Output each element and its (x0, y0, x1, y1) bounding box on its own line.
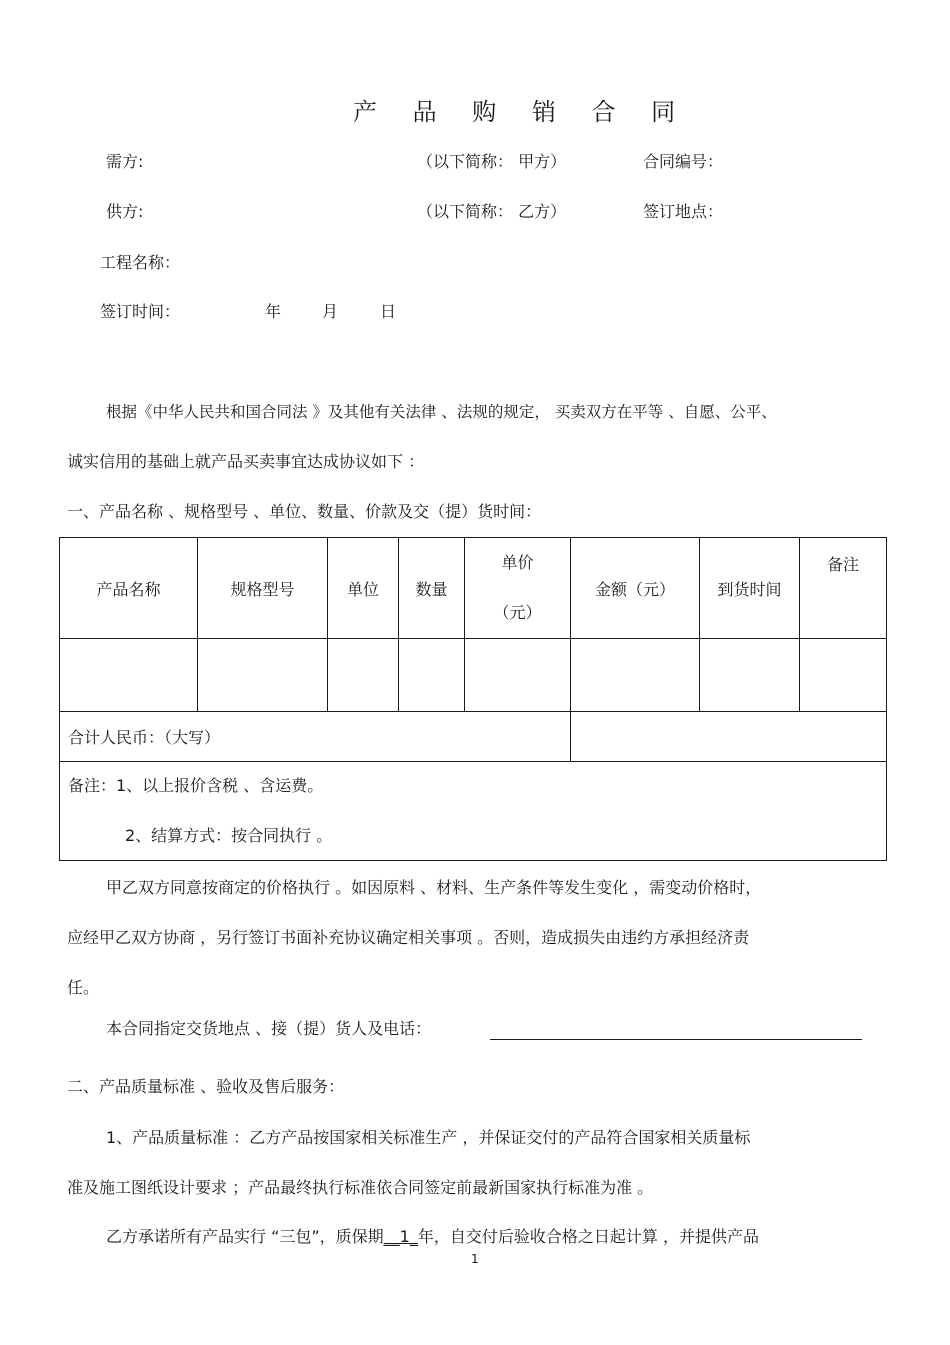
price-clause-line-3: 任。 (67, 978, 100, 997)
total-row (60, 712, 887, 762)
delivery-contact-blank (490, 1039, 862, 1040)
section-1-title: 一、产品名称 、规格型号 、单位、数量、价款及交（提）货时间： (67, 502, 542, 521)
header-amount: 金额（元） (571, 538, 700, 639)
header-arrival-time: 到货时间 (700, 538, 800, 639)
header-unit-price (465, 538, 571, 639)
header-unit-price-line1: 单价 (501, 553, 534, 572)
cell-product-name (60, 639, 198, 712)
notes-cell (60, 762, 887, 861)
price-clause-line-2: 应经甲乙双方协商 ，另行签订书面补充协议确定相关事项 。否则，造成损失由违约方承担经济责 (67, 928, 750, 947)
header-product-name: 产品名称 (60, 538, 198, 639)
buyer-alias: （以下简称： 甲方） (417, 152, 567, 171)
cell-amount (571, 639, 700, 712)
cell-unit (328, 639, 399, 712)
quality-line-1: 1、产品质量标准 ：乙方产品按国家相关标准生产 ，并保证交付的产品符合国家相关质量标 (106, 1128, 751, 1147)
cell-arrival-time (700, 639, 800, 712)
delivery-clause: 本合同指定交货地点 、接（提）货人及电话： (106, 1019, 432, 1038)
header-remark: 备注 (800, 538, 887, 639)
project-name-label: 工程名称： (100, 253, 181, 272)
header-spec: 规格型号 (198, 538, 328, 639)
warranty-prefix: 乙方承诺所有产品实行 “三包”，质保期 (106, 1227, 384, 1246)
header-qty: 数量 (399, 538, 465, 639)
intro-line-2: 诚实信用的基础上就产品买卖事宜达成协议如下 ： (67, 452, 425, 471)
table-row (60, 639, 887, 712)
seller-label: 供方: (106, 202, 144, 221)
cell-unit-price (465, 639, 571, 712)
note-2: 2、结算方式：按合同执行 。 (125, 826, 333, 845)
seller-alias: （以下简称： 乙方） (417, 202, 567, 221)
sign-day: 日 (380, 302, 397, 321)
intro-line-1: 根据《中华人民共和国合同法 》及其他有关法律 、法规的规定， 买卖双方在平等 、自愿、公平、 (106, 403, 777, 421)
page-number: 1 (471, 1252, 479, 1266)
product-table (59, 537, 887, 861)
sign-month: 月 (322, 302, 339, 321)
cell-remark (800, 639, 887, 712)
buyer-label: 需方: (106, 152, 144, 171)
table-header-row (60, 538, 887, 639)
header-unit: 单位 (328, 538, 399, 639)
warranty-line (106, 1227, 759, 1247)
notes-row (60, 762, 887, 861)
section-2-title: 二、产品质量标准 、验收及售后服务： (67, 1077, 345, 1096)
sign-time-label: 签订时间： (100, 302, 181, 321)
quality-line-2: 准及施工图纸设计要求 ；产品最终执行标准依合同签定前最新国家执行标准为准 。 (67, 1178, 654, 1197)
sign-place-label: 签订地点： (643, 202, 724, 221)
sign-year: 年 (265, 302, 282, 321)
total-label: 合计人民币：（大写） (60, 712, 571, 762)
warranty-years: __1_ (383, 1227, 418, 1246)
contract-no-label: 合同编号： (643, 152, 724, 171)
warranty-suffix: 年，自交付后验收合格之日起计算 ，并提供产品 (417, 1227, 759, 1246)
note-1: 备注：1、以上报价含税 、含运费。 (68, 776, 324, 795)
cell-qty (399, 639, 465, 712)
contract-title: 产 品 购 销 合 同 (353, 98, 690, 126)
cell-spec (198, 639, 328, 712)
header-unit-price-line2: （元） (493, 603, 542, 622)
price-clause-line-1: 甲乙双方同意按商定的价格执行 。如因原料 、材料、生产条件等发生变化 ，需变动价格时， (106, 878, 762, 897)
total-value (571, 712, 887, 762)
